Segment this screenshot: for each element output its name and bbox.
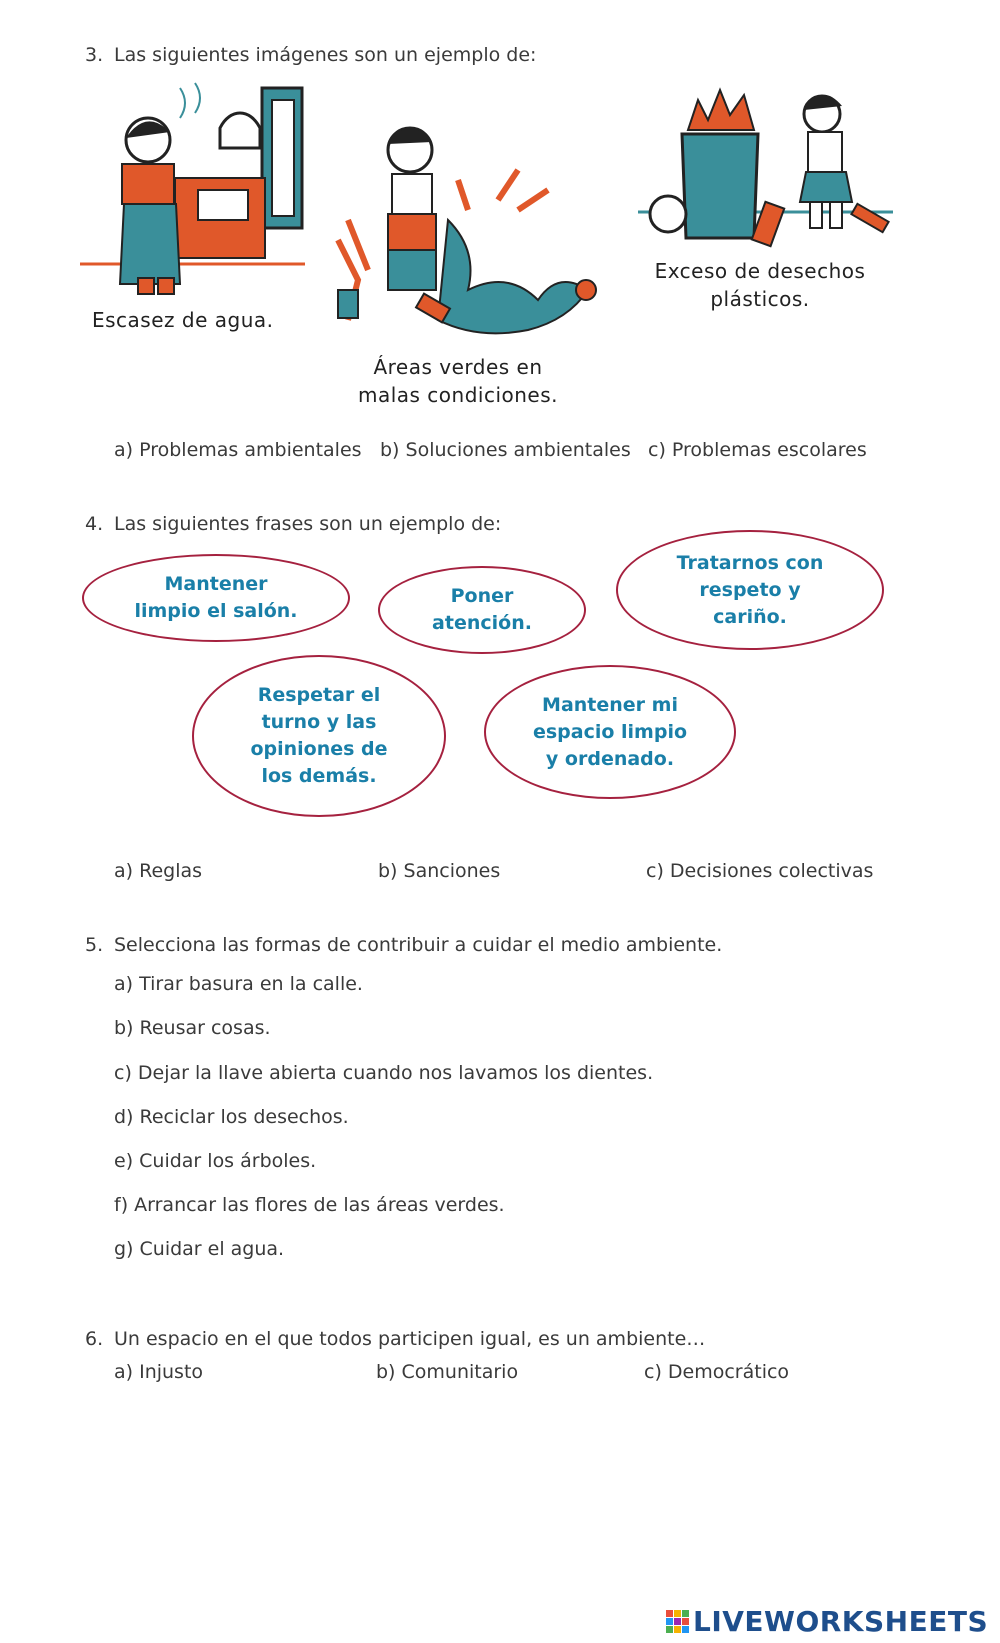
q5-text: Selecciona las formas de contribuir a cuidar el medio ambiente.: [114, 934, 723, 956]
q5-option-b[interactable]: b) Reusar cosas.: [114, 1017, 271, 1039]
water-scarcity-illustration: [80, 78, 320, 308]
q5-option-c[interactable]: c) Dejar la llave abierta cuando nos lavamos los dientes.: [114, 1062, 654, 1084]
q3-text: Las siguientes imágenes son un ejemplo de:: [114, 44, 537, 66]
green-areas-illustration: [318, 100, 618, 350]
q3-caption-water: Escasez de agua.: [92, 308, 274, 332]
phrase-text: Respetar el turno y las opiniones de los demás.: [250, 684, 388, 787]
phrase-oval-attention: [378, 566, 586, 654]
q5-option-d[interactable]: d) Reciclar los desechos.: [114, 1106, 349, 1128]
q4-option-c[interactable]: c) Decisiones colectivas: [646, 860, 874, 882]
q3-caption-plastic: Exceso de desechos plásticos.: [654, 259, 866, 311]
q3-option-b[interactable]: b) Soluciones ambientales: [380, 439, 631, 461]
q3-caption-green: Áreas verdes en malas condiciones.: [357, 355, 559, 407]
phrase-text: Mantener limpio el salón.: [134, 573, 298, 622]
q3-number: 3.: [85, 44, 104, 66]
q3-option-c[interactable]: c) Problemas escolares: [648, 439, 867, 461]
phrase-text: Tratarnos con respeto y cariño.: [676, 551, 824, 628]
q6-option-c[interactable]: c) Democrático: [644, 1361, 790, 1383]
logo-grid-icon: [666, 1610, 689, 1633]
q4-option-b[interactable]: b) Sanciones: [378, 860, 501, 882]
q5-number: 5.: [85, 934, 104, 956]
q6-option-a[interactable]: a) Injusto: [114, 1361, 204, 1383]
phrase-text: Mantener mi espacio limpio y ordenado.: [532, 693, 688, 770]
q4-number: 4.: [85, 513, 104, 535]
liveworksheets-logo: [666, 1605, 988, 1638]
q6-option-b[interactable]: b) Comunitario: [376, 1361, 519, 1383]
phrase-text: Poner atención.: [432, 585, 532, 634]
phrase-oval-space: [484, 665, 736, 799]
plastic-waste-illustration: [638, 74, 898, 254]
q6-number: 6.: [85, 1328, 104, 1350]
q5-option-g[interactable]: g) Cuidar el agua.: [114, 1238, 285, 1260]
phrase-oval-clean-room: [82, 554, 350, 642]
q5-option-f[interactable]: f) Arrancar las flores de las áreas verdes.: [114, 1194, 505, 1216]
q6-text: Un espacio en el que todos participen igual, es un ambiente…: [114, 1328, 706, 1350]
phrase-oval-respect: [616, 530, 884, 650]
q4-option-a[interactable]: a) Reglas: [114, 860, 203, 882]
phrase-oval-turns: [192, 655, 446, 817]
q4-text: Las siguientes frases son un ejemplo de:: [114, 513, 502, 535]
q5-option-a[interactable]: a) Tirar basura en la calle.: [114, 973, 363, 995]
q3-option-a[interactable]: a) Problemas ambientales: [114, 439, 362, 461]
brand-name: LIVEWORKSHEETS: [693, 1605, 989, 1638]
q5-option-e[interactable]: e) Cuidar los árboles.: [114, 1150, 317, 1172]
